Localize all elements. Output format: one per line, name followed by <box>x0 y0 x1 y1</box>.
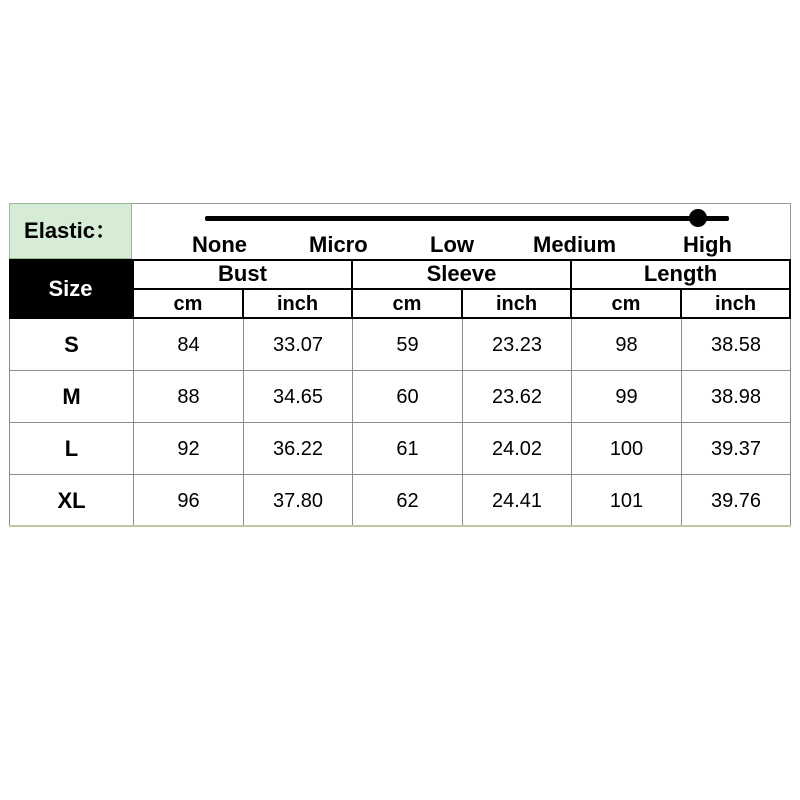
table-header <box>9 259 791 319</box>
bust-inch-cell: 33.07 <box>244 319 353 371</box>
size-cell: XL <box>9 475 134 527</box>
table-row-m <box>9 371 791 423</box>
elastic-scale-bar <box>205 216 729 221</box>
bust-inch-cell: 36.22 <box>244 423 353 475</box>
bust-inch-cell: 34.65 <box>244 371 353 423</box>
table-row-xl <box>9 475 791 527</box>
length-group-header: Length <box>572 261 789 288</box>
sleeve-inch-cell: 23.62 <box>463 371 572 423</box>
sleeve-cm-cell: 60 <box>353 371 463 423</box>
bust-cm-cell: 88 <box>134 371 244 423</box>
elastic-scale <box>132 203 791 259</box>
bust-cm-cell: 84 <box>134 319 244 371</box>
elastic-level-low: Low <box>430 232 474 257</box>
size-cell: S <box>9 319 134 371</box>
table-row-l <box>9 423 791 475</box>
length-cm-cell: 99 <box>572 371 682 423</box>
size-chart <box>9 203 791 526</box>
elastic-level-none: None <box>192 232 247 257</box>
length-cm-header: cm <box>572 290 680 317</box>
bust-inch-cell: 37.80 <box>244 475 353 527</box>
sleeve-cm-cell: 62 <box>353 475 463 527</box>
bust-cm-cell: 92 <box>134 423 244 475</box>
size-cell: M <box>9 371 134 423</box>
sleeve-group-header: Sleeve <box>353 261 570 288</box>
size-column-header: Size <box>48 276 93 301</box>
sleeve-cm-cell: 59 <box>353 319 463 371</box>
length-cm-cell: 100 <box>572 423 682 475</box>
length-inch-cell: 39.76 <box>682 475 791 527</box>
length-cm-cell: 101 <box>572 475 682 527</box>
elastic-level-medium: Medium <box>533 232 617 257</box>
length-inch-cell: 38.58 <box>682 319 791 371</box>
length-inch-header: inch <box>682 290 789 317</box>
bust-group-header: Bust <box>134 261 351 288</box>
elastic-selected-marker <box>689 209 707 227</box>
sleeve-cm-header: cm <box>353 290 461 317</box>
sleeve-inch-header: inch <box>463 290 570 317</box>
length-inch-cell: 39.37 <box>682 423 791 475</box>
length-inch-cell: 38.98 <box>682 371 791 423</box>
table-bottom-border <box>9 525 791 527</box>
sleeve-inch-cell: 24.41 <box>463 475 572 527</box>
sleeve-inch-cell: 23.23 <box>463 319 572 371</box>
length-cm-cell: 98 <box>572 319 682 371</box>
elastic-level-micro: Micro <box>309 232 368 257</box>
elastic-level-high: High <box>683 232 732 257</box>
bust-cm-cell: 96 <box>134 475 244 527</box>
size-cell: L <box>9 423 134 475</box>
bust-cm-header: cm <box>134 290 242 317</box>
elastic-label: Elastic： <box>9 203 132 259</box>
table-row-s <box>9 319 791 371</box>
sleeve-cm-cell: 61 <box>353 423 463 475</box>
elastic-row <box>9 203 791 259</box>
sleeve-inch-cell: 24.02 <box>463 423 572 475</box>
bust-inch-header: inch <box>244 290 351 317</box>
